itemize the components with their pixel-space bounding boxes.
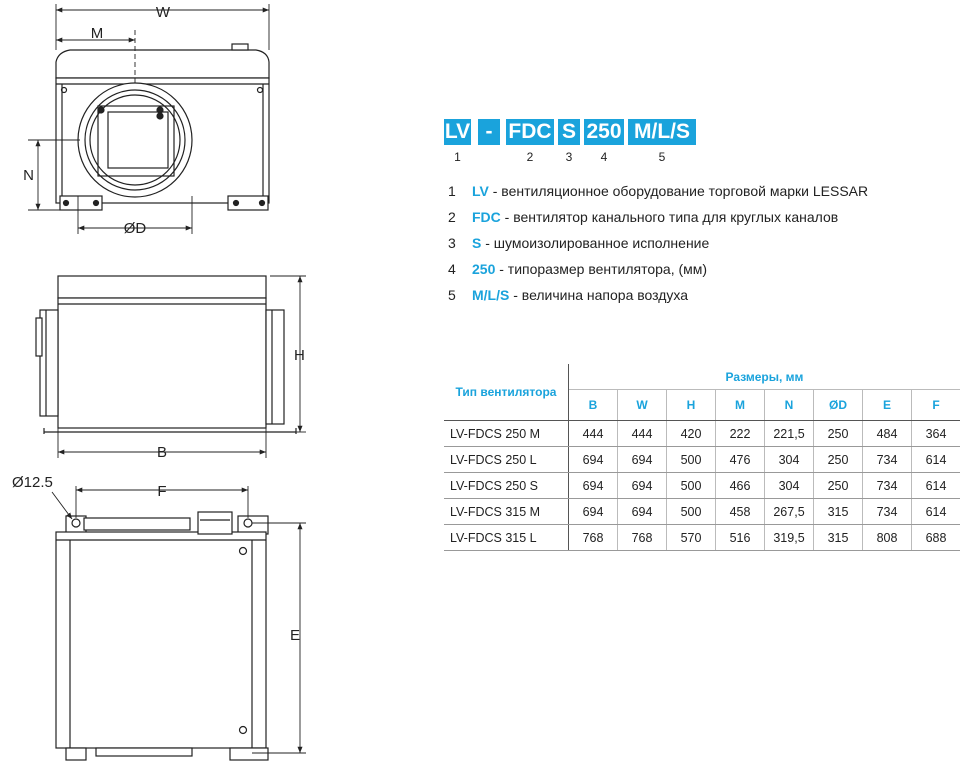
legend-number: 1 xyxy=(448,183,456,199)
table-column-header: B xyxy=(569,390,618,421)
code-legend xyxy=(448,181,868,311)
table-cell: 614 xyxy=(912,473,961,499)
table-cell: 250 xyxy=(814,473,863,499)
dim-label-od: ØD xyxy=(123,220,147,237)
table-header-group: Размеры, мм xyxy=(569,364,961,390)
table-cell: 768 xyxy=(618,525,667,551)
legend-item xyxy=(448,233,868,259)
table-cell-type: LV-FDCS 250 L xyxy=(444,447,569,473)
table-cell: 315 xyxy=(814,525,863,551)
table-row xyxy=(444,447,960,473)
table-cell: 476 xyxy=(716,447,765,473)
table-row xyxy=(444,499,960,525)
table-row xyxy=(444,421,960,447)
table-cell: 500 xyxy=(667,473,716,499)
table-cell-type: LV-FDCS 250 M xyxy=(444,421,569,447)
legend-number: 4 xyxy=(448,261,456,277)
table-cell-type: LV-FDCS 315 M xyxy=(444,499,569,525)
table-cell: 444 xyxy=(618,421,667,447)
table-cell: 734 xyxy=(863,447,912,473)
code-part-lv xyxy=(444,119,475,164)
side-view xyxy=(36,276,296,434)
dim-label-n: N xyxy=(23,167,34,184)
code-box: LV xyxy=(444,120,471,143)
code-box: M/L/S xyxy=(628,119,696,145)
legend-number: 5 xyxy=(448,287,456,303)
dim-label-f: F xyxy=(157,483,167,500)
table-column-header: H xyxy=(667,390,716,421)
table-cell: 694 xyxy=(569,499,618,525)
legend-text: - шумоизолированное исполнение xyxy=(481,235,710,251)
table-cell: 694 xyxy=(569,473,618,499)
legend-text: - вентилятор канального типа для круглых каналов xyxy=(500,209,839,225)
code-part-dash xyxy=(478,119,504,150)
table-cell: 250 xyxy=(814,421,863,447)
dim-label-w: W xyxy=(155,4,171,21)
table-cell: 694 xyxy=(569,447,618,473)
table-cell: 458 xyxy=(716,499,765,525)
legend-code: M/L/S xyxy=(472,287,510,303)
table-cell: 734 xyxy=(863,473,912,499)
model-code xyxy=(444,119,700,164)
technical-drawing xyxy=(0,0,440,784)
legend-number: 2 xyxy=(448,209,456,225)
table-cell: 221,5 xyxy=(765,421,814,447)
table-cell: 614 xyxy=(912,499,961,525)
legend-text: - вентиляционное оборудование торговой марки LESSAR xyxy=(488,183,869,199)
table-column-header: W xyxy=(618,390,667,421)
code-index: 4 xyxy=(600,150,608,164)
table-cell: 694 xyxy=(618,499,667,525)
table-cell: 808 xyxy=(863,525,912,551)
table-cell: 222 xyxy=(716,421,765,447)
table-row xyxy=(444,525,960,551)
table-cell: 500 xyxy=(667,499,716,525)
table-header-type: Тип вентилятора xyxy=(444,364,569,421)
code-part-fdc xyxy=(506,119,558,164)
table-cell: 250 xyxy=(814,447,863,473)
table-cell: 364 xyxy=(912,421,961,447)
table-cell: 516 xyxy=(716,525,765,551)
legend-text: - величина напора воздуха xyxy=(509,287,689,303)
table-column-header: ØD xyxy=(814,390,863,421)
code-index: 5 xyxy=(658,150,666,164)
table-cell: 444 xyxy=(569,421,618,447)
table-cell: 614 xyxy=(912,447,961,473)
code-box: FDC xyxy=(506,119,554,145)
table-body xyxy=(444,421,960,551)
table-row xyxy=(444,473,960,499)
legend-text: - типоразмер вентилятора, (мм) xyxy=(495,261,708,277)
legend-item xyxy=(448,207,868,233)
top-view xyxy=(56,512,268,760)
code-box: 250 xyxy=(584,119,624,145)
dim-label-m: M xyxy=(90,25,104,42)
legend-code: S xyxy=(472,235,482,251)
legend-code: 250 xyxy=(472,261,496,277)
table-cell: 420 xyxy=(667,421,716,447)
legend-item xyxy=(448,181,868,207)
dim-label-h: H xyxy=(294,347,305,364)
table-cell: 304 xyxy=(765,473,814,499)
code-index: 2 xyxy=(526,150,534,164)
table-cell: 315 xyxy=(814,499,863,525)
code-part-250 xyxy=(584,119,628,164)
table-cell: 500 xyxy=(667,447,716,473)
table-cell: 694 xyxy=(618,447,667,473)
table-cell: 466 xyxy=(716,473,765,499)
table-cell: 768 xyxy=(569,525,618,551)
code-box: S xyxy=(558,119,580,145)
legend-code: FDC xyxy=(472,209,501,225)
legend-code: LV xyxy=(472,183,489,199)
table-cell: 319,5 xyxy=(765,525,814,551)
table-cell-type: LV-FDCS 250 S xyxy=(444,473,569,499)
code-index: 1 xyxy=(454,150,461,164)
table-column-header: F xyxy=(912,390,961,421)
code-part-s xyxy=(558,119,584,164)
code-box: - xyxy=(478,119,500,145)
table-column-header: E xyxy=(863,390,912,421)
legend-item xyxy=(448,259,868,285)
code-part-mls xyxy=(628,119,700,164)
front-view xyxy=(56,44,269,210)
dim-label-b: B xyxy=(156,444,168,461)
legend-number: 3 xyxy=(448,235,456,251)
table-column-header: N xyxy=(765,390,814,421)
table-cell-type: LV-FDCS 315 L xyxy=(444,525,569,551)
code-index: 3 xyxy=(565,150,573,164)
table-cell: 484 xyxy=(863,421,912,447)
table-cell: 267,5 xyxy=(765,499,814,525)
table-cell: 304 xyxy=(765,447,814,473)
table-cell: 570 xyxy=(667,525,716,551)
dim-label-hole: Ø12.5 xyxy=(12,474,53,491)
table-cell: 688 xyxy=(912,525,961,551)
table-cell: 734 xyxy=(863,499,912,525)
table-cell: 694 xyxy=(618,473,667,499)
legend-item xyxy=(448,285,868,311)
dimensions-table xyxy=(444,364,960,551)
dim-label-e: E xyxy=(290,627,301,644)
table-column-header: M xyxy=(716,390,765,421)
